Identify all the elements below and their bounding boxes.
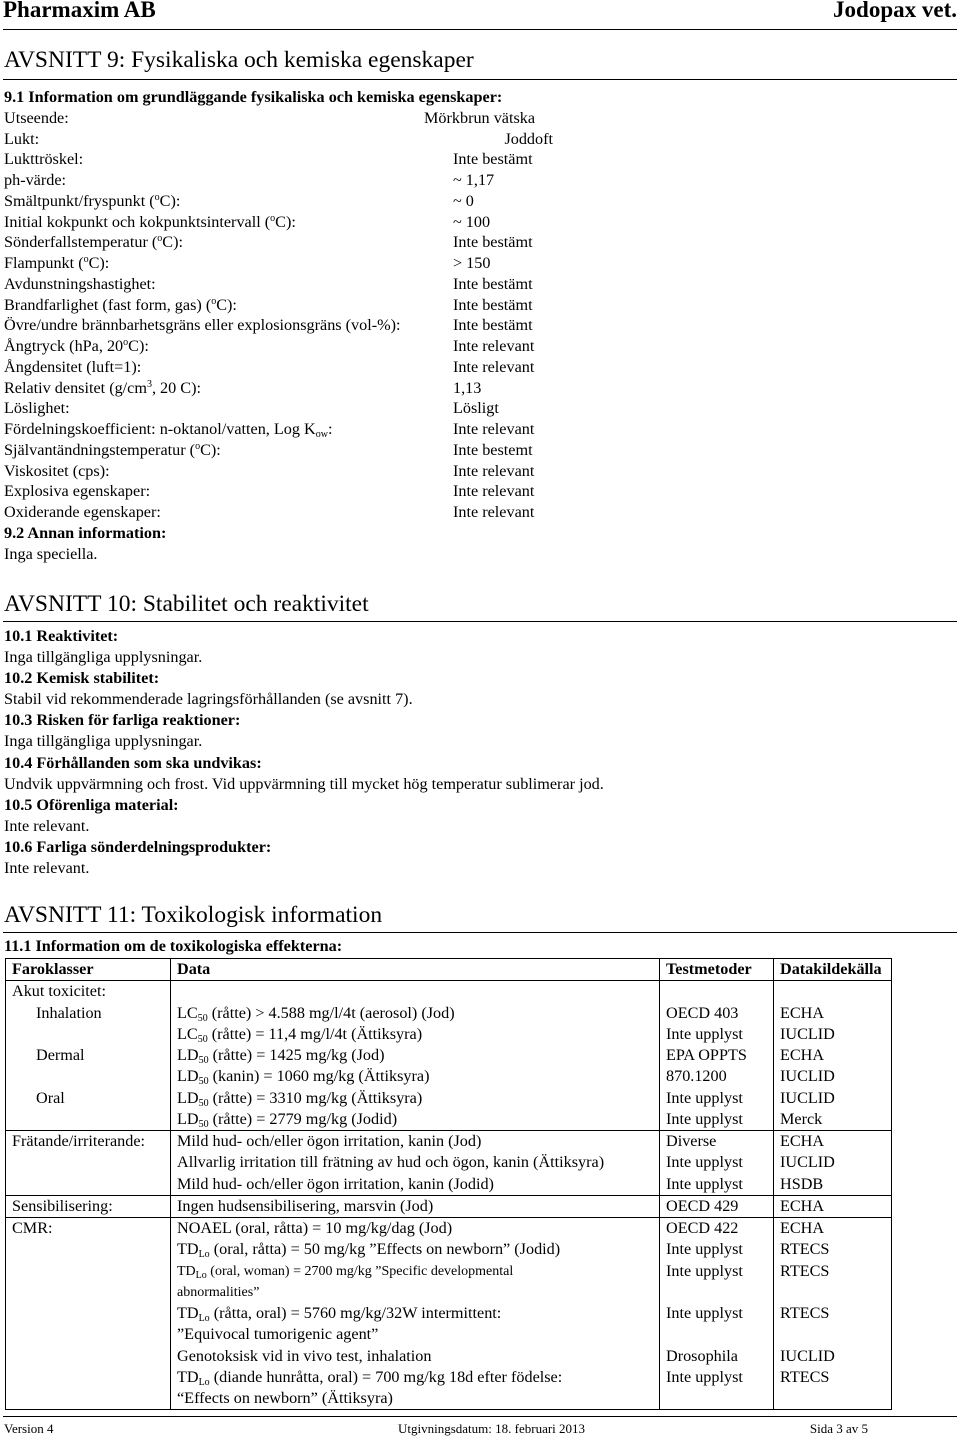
property-row bbox=[4, 502, 956, 523]
data-line: $LD_{50}$ (råtte) = 1425 mg/kg (Jod) bbox=[177, 1046, 385, 1066]
property-row bbox=[4, 315, 956, 336]
property-value: Inte relevant bbox=[453, 357, 535, 376]
property-value: Inte relevant bbox=[453, 461, 535, 480]
property-value: ~ 0 bbox=[453, 191, 474, 210]
property-label: Sönderfallstemperatur ($^o$C): bbox=[4, 233, 183, 252]
section-11-rule bbox=[3, 932, 957, 933]
data-line: $LD_{50}$ (råtte) = 3310 mg/kg (Ättiksyra) bbox=[177, 1088, 423, 1109]
property-label: Löslighet: bbox=[4, 399, 70, 418]
property-value: > 150 bbox=[453, 254, 491, 272]
method-cell: Diverse Inte upplyst Inte upplyst bbox=[660, 1131, 774, 1196]
property-value: Inte bestämt bbox=[453, 295, 533, 314]
property-value: Inte bestemt bbox=[453, 440, 533, 459]
column-header: Faroklasser bbox=[6, 959, 171, 981]
data-cell: Ingen hudsensibilisering, marsvin (Jod) bbox=[171, 1195, 660, 1217]
property-row bbox=[4, 274, 956, 295]
property-label: Relativ densitet ($g/cm^3$, 20 C): bbox=[4, 378, 201, 397]
property-label: Ångdensitet (luft=1): bbox=[4, 357, 142, 376]
version-label: Version 4 bbox=[4, 1421, 54, 1436]
table-row bbox=[6, 1218, 892, 1410]
table-header-row bbox=[6, 959, 892, 981]
property-label: Självantändningstemperatur ($^o$C): bbox=[4, 440, 221, 459]
property-row bbox=[4, 336, 956, 357]
hazard-class: CMR: bbox=[6, 1218, 171, 1410]
property-row bbox=[4, 481, 956, 502]
property-label: Ångtryck (hPa, 20$^o$C): bbox=[4, 337, 149, 355]
property-row bbox=[4, 170, 956, 191]
property-label: Smältpunkt/fryspunkt ($^o$C): bbox=[4, 191, 181, 210]
table-row bbox=[6, 1131, 892, 1196]
section-10-2-heading: 10.2 Kemisk stabilitet: bbox=[4, 669, 160, 688]
data-cell bbox=[171, 981, 660, 1131]
data-cell: NOAEL (oral, råtta) = 10 mg/kg/dag (Jod) $TD_{Lo}$ (oral, råtta) = 50 mg/kg ”Effects on newborn” (Jodid) $TD_{Lo}$ (oral, woman) = 2700 mg/kg ”Specific developmental abnormalities” $TD_{Lo}$ (råtta, oral) = 5760 mg/kg/32W intermittent: ”Equivocal tumorigenic agent” Genotoksisk vid in vivo test, inhalation $TD_{Lo}$ (diande hunråtta, oral) = 700 mg/kg 18d efter födelse: “Effects on newborn” (Ättiksyra) bbox=[171, 1218, 660, 1410]
property-label: ph-värde: bbox=[4, 171, 67, 189]
page-number: Sida 3 av 5 bbox=[809, 1421, 868, 1436]
section-10-1-text: Inga tillgängliga upplysningar. bbox=[4, 648, 203, 667]
property-label: Övre/undre brännbarhetsgräns eller explosionsgräns (vol-%): bbox=[4, 316, 401, 335]
property-label: Oxiderande egenskaper: bbox=[4, 503, 161, 521]
data-line: $LD_{50}$ (råtte) = 2779 mg/kg (Jodid) bbox=[177, 1109, 398, 1130]
section-10-4-text: Undvik uppvärmning och frost. Vid uppvärmning till mycket hög temperatur sublimerar jod. bbox=[4, 774, 604, 793]
property-label: Brandfarlighet (fast form, gas) ($^o$C): bbox=[4, 295, 237, 314]
footer-rule bbox=[3, 1416, 957, 1417]
property-value: Joddoft bbox=[504, 129, 553, 148]
hazard-class: Sensibilisering: bbox=[6, 1195, 171, 1217]
column-header: Testmetoder bbox=[660, 959, 774, 981]
property-row bbox=[4, 378, 956, 399]
source-cell: ECHA IUCLID HSDB bbox=[774, 1131, 892, 1196]
column-header: Data bbox=[171, 959, 660, 981]
section-10-body bbox=[4, 626, 956, 879]
property-row bbox=[4, 398, 956, 419]
property-row bbox=[4, 129, 956, 150]
header-rule bbox=[3, 29, 957, 30]
section-10-3-heading: 10.3 Risken för farliga reaktioner: bbox=[4, 711, 241, 730]
property-label: Lukttröskel: bbox=[4, 150, 84, 169]
source-cell: ECHA bbox=[774, 1195, 892, 1217]
column-header: Datakildekälla bbox=[774, 959, 892, 981]
page-header bbox=[3, 0, 957, 27]
hazard-class-cell bbox=[6, 981, 171, 1131]
method-cell: OECD 422 Inte upplyst Inte upplyst Inte upplyst Drosophila Inte upplyst bbox=[660, 1218, 774, 1410]
section-10-5-heading: 10.5 Oförenliga material: bbox=[4, 795, 179, 814]
property-label: Explosiva egenskaper: bbox=[4, 482, 151, 501]
property-value: Inte bestämt bbox=[453, 274, 533, 293]
table-row bbox=[6, 981, 892, 1131]
issue-date: Utgivningsdatum: 18. februari 2013 bbox=[398, 1421, 586, 1436]
section-9-1-heading: 9.1 Information om grundläggande fysikaliska och kemiska egenskaper: bbox=[4, 88, 503, 106]
property-value: Inte relevant bbox=[453, 482, 535, 501]
property-label: Utseende: bbox=[4, 108, 69, 127]
property-value: Inte relevant bbox=[453, 503, 535, 521]
property-value: Inte relevant bbox=[453, 337, 535, 355]
toxicology-table bbox=[5, 958, 892, 1410]
property-row bbox=[4, 232, 956, 253]
property-value: Inte bestämt bbox=[453, 233, 533, 252]
section-10-6-heading: 10.6 Farliga sönderdelningsprodukter: bbox=[4, 837, 272, 856]
property-row bbox=[4, 419, 956, 440]
property-label: Avdunstningshastighet: bbox=[4, 274, 156, 293]
property-row bbox=[4, 191, 956, 212]
data-line: $LD_{50}$ (kanin) = 1060 mg/kg (Ättiksyra) bbox=[177, 1067, 430, 1088]
section-9-2-heading: 9.2 Annan information: bbox=[4, 523, 167, 542]
property-row bbox=[4, 212, 956, 233]
section-9-properties bbox=[4, 87, 956, 564]
hazard-class: Frätande/irriterande: bbox=[6, 1131, 171, 1196]
section-10-4-heading: 10.4 Förhållanden som ska undvikas: bbox=[4, 753, 262, 772]
property-label: Lukt: bbox=[4, 129, 40, 148]
property-value: 1,13 bbox=[453, 378, 482, 397]
property-value: ~ 1,17 bbox=[453, 171, 495, 189]
section-9-rule bbox=[3, 79, 957, 80]
section-10-rule bbox=[3, 621, 957, 622]
property-row bbox=[4, 461, 956, 482]
property-label: Flampunkt ($^o$C): bbox=[4, 254, 110, 272]
section-10-6-text: Inte relevant. bbox=[4, 859, 90, 878]
property-value: Inte bestämt bbox=[453, 316, 533, 335]
section-10-3-text: Inga tillgängliga upplysningar. bbox=[4, 732, 203, 751]
section-10-title: AVSNITT 10: Stabilitet och reaktivitet bbox=[4, 591, 369, 617]
property-row bbox=[4, 253, 956, 274]
property-row bbox=[4, 149, 956, 170]
property-value: Lösligt bbox=[453, 399, 499, 418]
company-name: Pharmaxim AB bbox=[3, 0, 156, 22]
section-10-1-heading: 10.1 Reaktivitet: bbox=[4, 627, 119, 645]
data-line: $LC_{50}$ (råtte) = 11,4 mg/l/4t (Ättiksyra) bbox=[177, 1024, 423, 1045]
property-label: Viskositet (cps): bbox=[4, 461, 110, 480]
property-value: Mörkbrun vätska bbox=[424, 108, 536, 127]
hazard-class: Akut toxicitet: bbox=[12, 982, 106, 1001]
method-cell: OECD 429 bbox=[660, 1195, 774, 1217]
exposure-route: Dermal bbox=[36, 1046, 85, 1064]
data-cell: Mild hud- och/eller ögon irritation, kanin (Jod) Allvarlig irritation till frätning av hud och ögon, kanin (Ättiksyra) Mild hud- och/eller ögon irritation, kanin (Jodid) bbox=[171, 1131, 660, 1196]
page-footer bbox=[4, 1421, 956, 1439]
property-label: Initial kokpunkt och kokpunktsintervall ($^o$C): bbox=[4, 212, 296, 231]
property-row bbox=[4, 295, 956, 316]
section-10-5-text: Inte relevant. bbox=[4, 816, 90, 835]
exposure-route: Oral bbox=[36, 1088, 65, 1107]
exposure-route: Inhalation bbox=[36, 1003, 102, 1022]
source-cell: ECHA RTECS RTECS RTECS IUCLID RTECS bbox=[774, 1218, 892, 1410]
source-cell: ECHA IUCLID ECHA IUCLID IUCLID Merck bbox=[774, 981, 892, 1131]
property-value: Inte relevant bbox=[453, 420, 535, 438]
property-row bbox=[4, 440, 956, 461]
section-9-title: AVSNITT 9: Fysikaliska och kemiska egenskaper bbox=[4, 47, 474, 73]
property-value: ~ 100 bbox=[453, 212, 491, 231]
section-11-title: AVSNITT 11: Toxikologisk information bbox=[4, 902, 383, 928]
property-label: Fördelningskoefficient: n-oktanol/vatten, Log $K_{ow}$: bbox=[4, 420, 333, 440]
product-name: Jodopax vet. bbox=[833, 0, 957, 22]
section-9-2-text: Inga speciella. bbox=[4, 544, 98, 563]
section-11-1-heading: 11.1 Information om de toxikologiska effekterna: bbox=[4, 937, 343, 955]
table-row bbox=[6, 1195, 892, 1217]
data-line: $LC_{50}$ (råtte) > 4.588 mg/l/4t (aerosol) (Jod) bbox=[177, 1003, 455, 1024]
property-row bbox=[4, 108, 956, 129]
property-value: Inte bestämt bbox=[453, 150, 533, 169]
section-10-2-text: Stabil vid rekommenderade lagringsförhållanden (se avsnitt 7). bbox=[4, 690, 413, 709]
method-cell: OECD 403 Inte upplyst EPA OPPTS 870.1200 Inte upplyst Inte upplyst bbox=[660, 981, 774, 1131]
property-row bbox=[4, 357, 956, 378]
